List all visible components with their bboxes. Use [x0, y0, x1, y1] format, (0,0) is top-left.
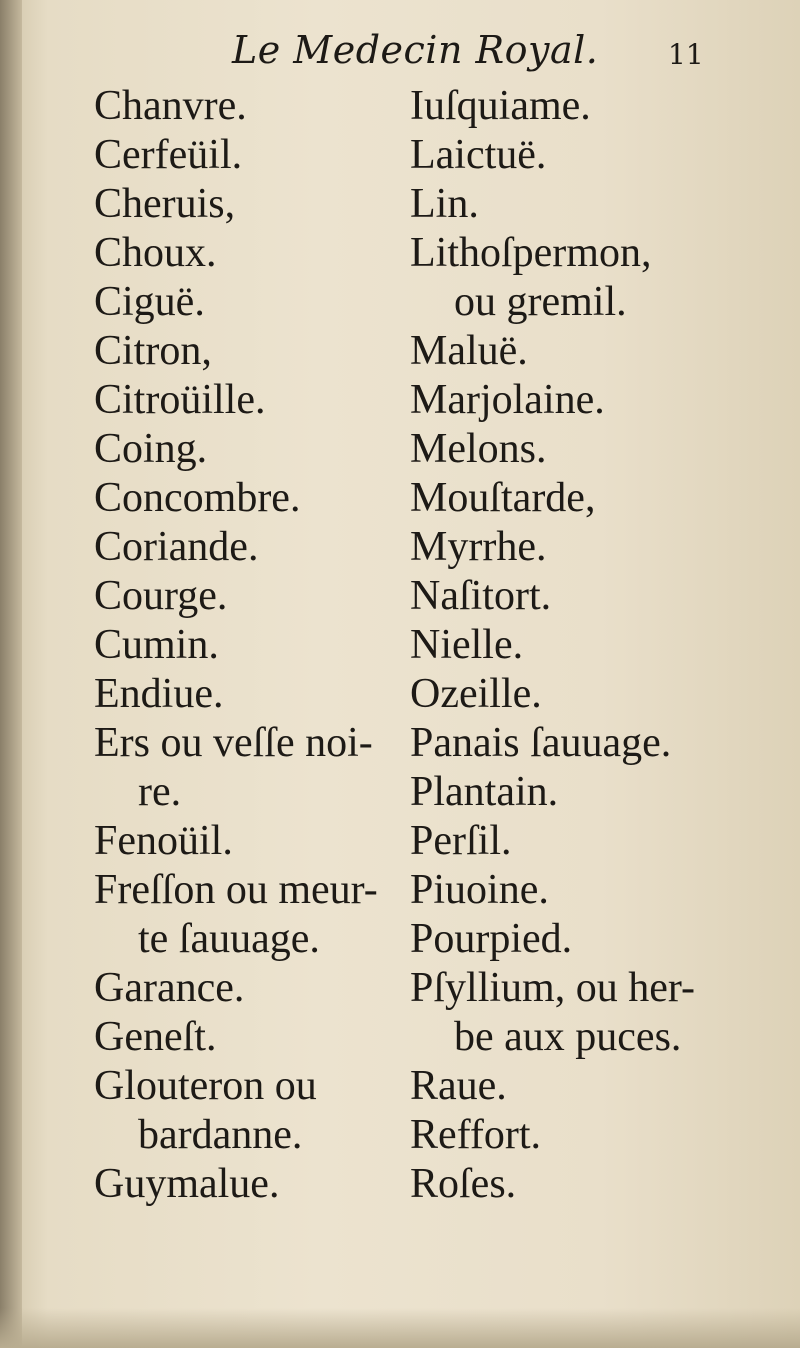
- list-item: Geneſt.: [94, 1014, 217, 1060]
- list-item: Cerfeüil.: [94, 132, 243, 178]
- list-item: Concombre.: [94, 475, 301, 521]
- list-item: Garance.: [94, 965, 245, 1011]
- list-item: Lin.: [410, 181, 479, 227]
- list-item: Myrrhe.: [410, 524, 547, 570]
- list-item: Perſil.: [410, 818, 512, 864]
- list-item-continuation: re.: [138, 769, 182, 815]
- list-item: Cumin.: [94, 622, 219, 668]
- list-item: Naſitort.: [410, 573, 552, 619]
- list-item: Marjolaine.: [410, 377, 605, 423]
- list-item: Reffort.: [410, 1112, 542, 1158]
- right-column: [410, 82, 720, 1209]
- list-item: Ers ou veſſe noi-: [94, 720, 373, 766]
- list-item: Nielle.: [410, 622, 524, 668]
- page-header: [0, 28, 800, 88]
- gutter-shadow: [0, 0, 22, 1348]
- list-item: Endiue.: [94, 671, 224, 717]
- list-item: Iuſquiame.: [410, 83, 591, 129]
- list-item: Coriande.: [94, 524, 259, 570]
- list-item: Plantain.: [410, 769, 559, 815]
- list-item: Guymalue.: [94, 1161, 280, 1207]
- list-item: Chanvre.: [94, 83, 247, 129]
- list-item: Glouteron ou: [94, 1063, 317, 1109]
- list-item: Citroüille.: [94, 377, 266, 423]
- list-item: Ozeille.: [410, 671, 542, 717]
- list-item: Lithoſpermon,: [410, 230, 652, 276]
- list-item: Roſes.: [410, 1161, 517, 1207]
- list-item: Piuoine.: [410, 867, 549, 913]
- list-item: Choux.: [94, 230, 217, 276]
- list-item: Raue.: [410, 1063, 507, 1109]
- list-item-continuation: bardanne.: [138, 1112, 303, 1158]
- list-item: Ciguë.: [94, 279, 205, 325]
- running-title: Le Medecin Royal.: [232, 28, 599, 72]
- list-item: Panais ſauuage.: [410, 720, 672, 766]
- list-item: Melons.: [410, 426, 547, 472]
- list-item: Freſſon ou meur-: [94, 867, 378, 913]
- left-column: [94, 82, 394, 1209]
- page-number: 11: [668, 38, 704, 71]
- list-item: Cheruis,: [94, 181, 236, 227]
- list-item: Laictuë.: [410, 132, 547, 178]
- list-item: Courge.: [94, 573, 228, 619]
- list-item: Maluë.: [410, 328, 528, 374]
- list-item: Fenoüil.: [94, 818, 233, 864]
- list-item: Citron,: [94, 328, 212, 374]
- list-item: Mouſtarde,: [410, 475, 596, 521]
- list-item: Coing.: [94, 426, 208, 472]
- list-item-continuation: te ſauuage.: [138, 916, 320, 962]
- list-item: Pourpied.: [410, 916, 573, 962]
- list-item: Pſyllium, ou her-: [410, 965, 695, 1011]
- list-item-continuation: be aux puces.: [454, 1014, 682, 1060]
- list-item-continuation: ou gremil.: [454, 279, 627, 325]
